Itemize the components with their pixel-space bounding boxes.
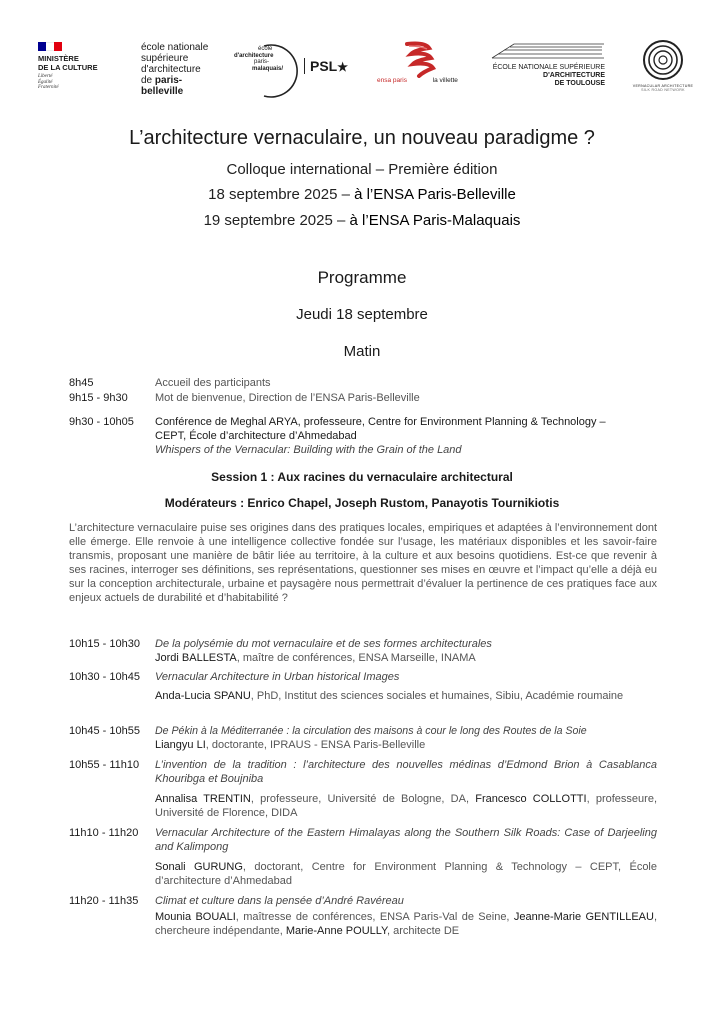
session-title: Session 1 : Aux racines du vernaculaire architectural bbox=[211, 470, 513, 484]
toulouse-line3: DE TOULOUSE bbox=[554, 80, 605, 87]
talk-speakers bbox=[155, 792, 657, 820]
toulouse-line1: ÉCOLE NATIONALE SUPÉRIEURE bbox=[492, 64, 605, 71]
villette-text bbox=[377, 77, 458, 84]
talk-body bbox=[155, 724, 657, 752]
row-text: Mot de bienvenue, Direction de l’ENSA Paris-Belleville bbox=[155, 392, 420, 404]
malaquais-text bbox=[234, 46, 283, 72]
flag-blue bbox=[38, 42, 46, 51]
row-time: 8h45 bbox=[69, 377, 94, 389]
date2-place: à l’ENSA Paris-Malaquais bbox=[349, 212, 521, 229]
ministry-name-line1: MINISTÈRE bbox=[38, 54, 79, 63]
date1-prefix: 18 septembre 2025 – bbox=[208, 186, 355, 203]
talk-time: 10h15 - 10h30 bbox=[69, 638, 140, 650]
motto-liberte: Liberté bbox=[38, 74, 53, 79]
talk-row bbox=[69, 724, 657, 754]
talk-title: Climat et culture dans la pensée d’André Ravéreau bbox=[155, 895, 404, 907]
date1-place: à l’ENSA Paris-Belleville bbox=[354, 186, 516, 203]
vernac-line1: VERNACULAR ARCHITECTURE bbox=[632, 84, 694, 88]
talk-time: 10h30 - 10h45 bbox=[69, 671, 140, 683]
speaker-affiliation: , professeure, Université de Florence, DIDA bbox=[155, 793, 658, 819]
speaker-affiliation: , doctorant, Centre for Environment Planning & Technology – CEPT, École d’architecture d’Ahmedabad bbox=[155, 861, 657, 887]
talk-row bbox=[69, 894, 657, 944]
speaker-affiliation: , chercheure indépendante, bbox=[155, 911, 658, 937]
epb-line4-bold: paris- bbox=[154, 75, 183, 86]
keynote-line1: Conférence de Meghal ARYA, professeure, Centre for Environment Planning & Technology – bbox=[155, 416, 606, 428]
motto-fraternite: Fraternité bbox=[38, 85, 59, 90]
epb-line5-bold: belleville bbox=[141, 86, 184, 97]
talk-time: 10h45 - 10h55 bbox=[69, 725, 140, 737]
epb-line5 bbox=[141, 86, 208, 97]
programme-heading: Programme bbox=[317, 268, 407, 287]
epb-line4-prefix: de bbox=[141, 75, 155, 86]
talk-body bbox=[155, 894, 657, 938]
speaker-name: Marie-Anne POULLY bbox=[285, 925, 387, 937]
psl-logo bbox=[304, 58, 348, 74]
schedule-row-keynote bbox=[69, 415, 657, 459]
schedule-row-opening-remarks bbox=[69, 391, 657, 405]
schedule-row-welcome bbox=[69, 376, 657, 390]
villette-right: la villette bbox=[432, 77, 458, 84]
ensa-toulouse-logo bbox=[484, 40, 609, 96]
epm-line1: école bbox=[258, 46, 273, 52]
keynote-line2: CEPT, École d’architecture d’Ahmedabad bbox=[155, 430, 357, 442]
french-flag-icon bbox=[38, 42, 62, 51]
speaker-name: Francesco COLLOTTI bbox=[475, 793, 587, 805]
keynote-body bbox=[155, 415, 657, 457]
speaker-affiliation: , architecte DE bbox=[386, 925, 460, 937]
speaker-name: Liangyu LI bbox=[155, 739, 206, 751]
talk-body bbox=[155, 670, 657, 703]
speaker-name: Sonali GURUNG bbox=[155, 861, 243, 873]
epb-line4 bbox=[141, 75, 208, 86]
toulouse-roof-icon bbox=[484, 40, 606, 60]
session-moderators: Modérateurs : Enrico Chapel, Joseph Rustom, Panayotis Tournikiotis bbox=[164, 496, 560, 510]
epm-line2: d'architecture bbox=[234, 52, 274, 59]
epb-line2: supérieure bbox=[141, 53, 189, 64]
logo-bar bbox=[0, 36, 724, 106]
talk-title: De la polysémie du mot vernaculaire et de ses formes architecturales bbox=[155, 638, 492, 650]
ensa-paris-la-villette-logo bbox=[377, 40, 477, 90]
period-heading: Matin bbox=[343, 343, 381, 360]
talk-speakers bbox=[155, 689, 657, 703]
vernacular-text bbox=[632, 84, 694, 92]
epm-line3: paris- bbox=[254, 59, 270, 65]
talk-title: De Pékin à la Méditerranée : la circulation des maisons à cour le long des Routes de la Soie bbox=[155, 725, 587, 737]
villette-ribbon-icon bbox=[377, 40, 477, 78]
talk-time: 11h20 - 11h35 bbox=[69, 895, 139, 907]
speaker-name: Jordi BALLESTA bbox=[155, 652, 237, 664]
toulouse-line2: D'ARCHITECTURE bbox=[543, 72, 605, 79]
row-time: 9h15 - 9h30 bbox=[69, 392, 128, 404]
speaker-name: Jeanne-Marie GENTILLEAU bbox=[513, 911, 654, 923]
concentric-circles-icon bbox=[636, 38, 690, 82]
colloquium-subtitle: Colloque international – Première édition bbox=[226, 161, 498, 178]
date-line-1 bbox=[0, 186, 724, 203]
speaker-affiliation: , maître de conférences, ENSA Marseille, INAMA bbox=[236, 652, 476, 664]
vernacular-architecture-logo bbox=[632, 38, 694, 98]
talk-row bbox=[69, 637, 657, 667]
psl-label: PSL bbox=[310, 58, 338, 74]
talk-speakers bbox=[155, 738, 657, 752]
vernac-line2: SILK ROAD NETWORK bbox=[641, 88, 685, 93]
document-title: L’architecture vernaculaire, un nouveau paradigme ? bbox=[129, 127, 595, 149]
date-line-2 bbox=[0, 212, 724, 229]
speaker-name: Anda-Lucia SPANU bbox=[155, 690, 251, 702]
talk-row bbox=[69, 826, 657, 890]
date2-prefix: 19 septembre 2025 – bbox=[203, 212, 350, 229]
speaker-affiliation: , doctorante, IPRAUS - ENSA Paris-Belleville bbox=[205, 739, 426, 751]
row-time: 9h30 - 10h05 bbox=[69, 416, 134, 428]
talk-title: Vernacular Architecture in Urban historical Images bbox=[155, 671, 400, 683]
talk-time: 11h10 - 11h20 bbox=[69, 827, 139, 839]
talk-body bbox=[155, 826, 657, 888]
villette-left: ensa paris bbox=[377, 77, 407, 84]
day-heading: Jeudi 18 septembre bbox=[296, 306, 428, 323]
talk-title: L’invention de la tradition : l’architecture des nouvelles médinas d’Edmond Brion à Casablanca Khouribga et Boujniba bbox=[155, 759, 657, 785]
epb-line1: école nationale bbox=[141, 42, 209, 53]
talk-speakers bbox=[155, 860, 657, 888]
talk-row bbox=[69, 758, 657, 822]
talk-title: Vernacular Architecture of the Eastern Himalayas along the Southern Silk Roads: Case of Darjeeling and Kalimpong bbox=[155, 827, 657, 853]
speaker-name: Mounia BOUALI bbox=[155, 911, 236, 923]
epb-line3: d'architecture bbox=[141, 64, 201, 75]
motto-egalite: Égalité bbox=[38, 79, 53, 85]
toulouse-text bbox=[484, 64, 605, 88]
ensa-paris-malaquais-logo bbox=[234, 42, 300, 98]
talk-row bbox=[69, 670, 657, 720]
keynote-title: Whispers of the Vernacular: Building with the Grain of the Land bbox=[155, 444, 462, 456]
talk-speakers bbox=[155, 651, 657, 665]
row-text: Accueil des participants bbox=[155, 377, 271, 389]
talk-body bbox=[155, 758, 657, 820]
ensa-paris-belleville-logo bbox=[141, 42, 208, 97]
speaker-affiliation: , PhD, Institut des sciences sociales et humaines, Sibiu, Académie roumaine bbox=[250, 690, 624, 702]
speaker-affiliation: , professeure, Université de Bologne, DA, bbox=[250, 793, 476, 805]
talk-speakers bbox=[155, 910, 657, 938]
talk-time: 10h55 - 11h10 bbox=[69, 759, 140, 771]
epm-line4: malaquais/ bbox=[252, 65, 284, 72]
flag-red bbox=[54, 42, 62, 51]
ministry-name-line2: DE LA CULTURE bbox=[38, 62, 98, 72]
session-intro: L’architecture vernaculaire puise ses origines dans des pratiques locales, empiriques et adaptées à l’environnement dont elle émerge. Elle renvoie à une intelligence collective fondée sur l’usage, les matériaux disponibles et les savoir-faire transmis, proposant une manière de bâtir liée au territoire, à la culture et aux besoins quotidiens. Est-ce que revenir à ses racines, interroger ses définitions, ses représentations, questionner ses mises en œuvre et l’impact qu’elle a déjà eu sur la conception architecturale, urbaine et paysagère nous permettrait d’évaluer la pertinence de ces pratiques face aux enjeux actuels de durabilité et d’habitabilité ? bbox=[69, 522, 657, 604]
talk-body bbox=[155, 637, 657, 665]
speaker-affiliation: , maîtresse de conférences, ENSA Paris-Val de Seine, bbox=[235, 911, 514, 923]
republic-motto bbox=[38, 74, 59, 91]
flag-white bbox=[46, 42, 54, 51]
culture-ministry-logo bbox=[38, 55, 98, 72]
speaker-name: Annalisa TRENTIN bbox=[155, 793, 251, 805]
star-icon: ★ bbox=[337, 60, 348, 74]
